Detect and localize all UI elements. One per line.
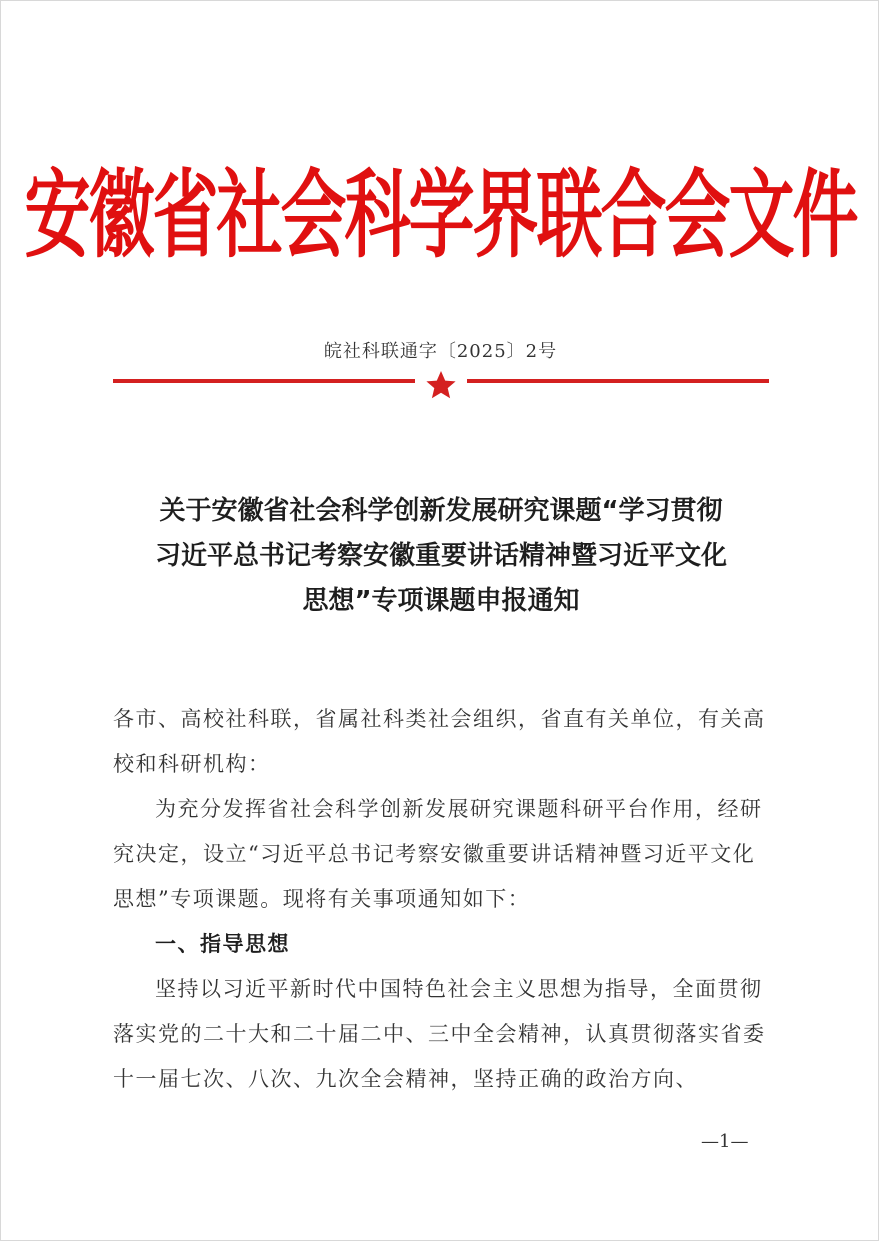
notice-title-line: 关于安徽省社会科学创新发展研究课题“学习贯彻 bbox=[159, 496, 723, 526]
star-icon bbox=[426, 371, 455, 398]
document-header-title: 安徽省社会科学界联合会文件 bbox=[24, 159, 857, 272]
page-number: —1— bbox=[701, 1131, 749, 1152]
notice-title-line: 习近平总书记考察安徽重要讲话精神暨习近平文化 bbox=[154, 541, 727, 571]
header-divider bbox=[113, 367, 769, 403]
section-heading: 一、指导思想 bbox=[155, 932, 290, 956]
salutation: 各市、高校社科联，省属社科类社会组织，省直有关单位，有关高校和科研机构： bbox=[113, 707, 766, 776]
notice-title bbox=[101, 489, 781, 624]
notice-title-line: 思想”专项课题申报通知 bbox=[302, 586, 580, 616]
divider-line-left bbox=[113, 379, 415, 383]
divider-line-right bbox=[467, 379, 769, 383]
intro-paragraph: 为充分发挥省社会科学创新发展研究课题科研平台作用，经研究决定，设立“习近平总书记考察安徽重要讲话精神暨习近平文化思想”专项课题。现将有关事项通知如下： bbox=[113, 797, 763, 911]
document-body bbox=[113, 697, 773, 1102]
document-number: 皖社科联通字〔2025〕2号 bbox=[323, 341, 558, 362]
section-paragraph: 坚持以习近平新时代中国特色社会主义思想为指导，全面贯彻落实党的二十大和二十届二中、三中全会精神，认真贯彻落实省委十一届七次、八次、九次全会精神，坚持正确的政治方向、 bbox=[113, 977, 766, 1091]
